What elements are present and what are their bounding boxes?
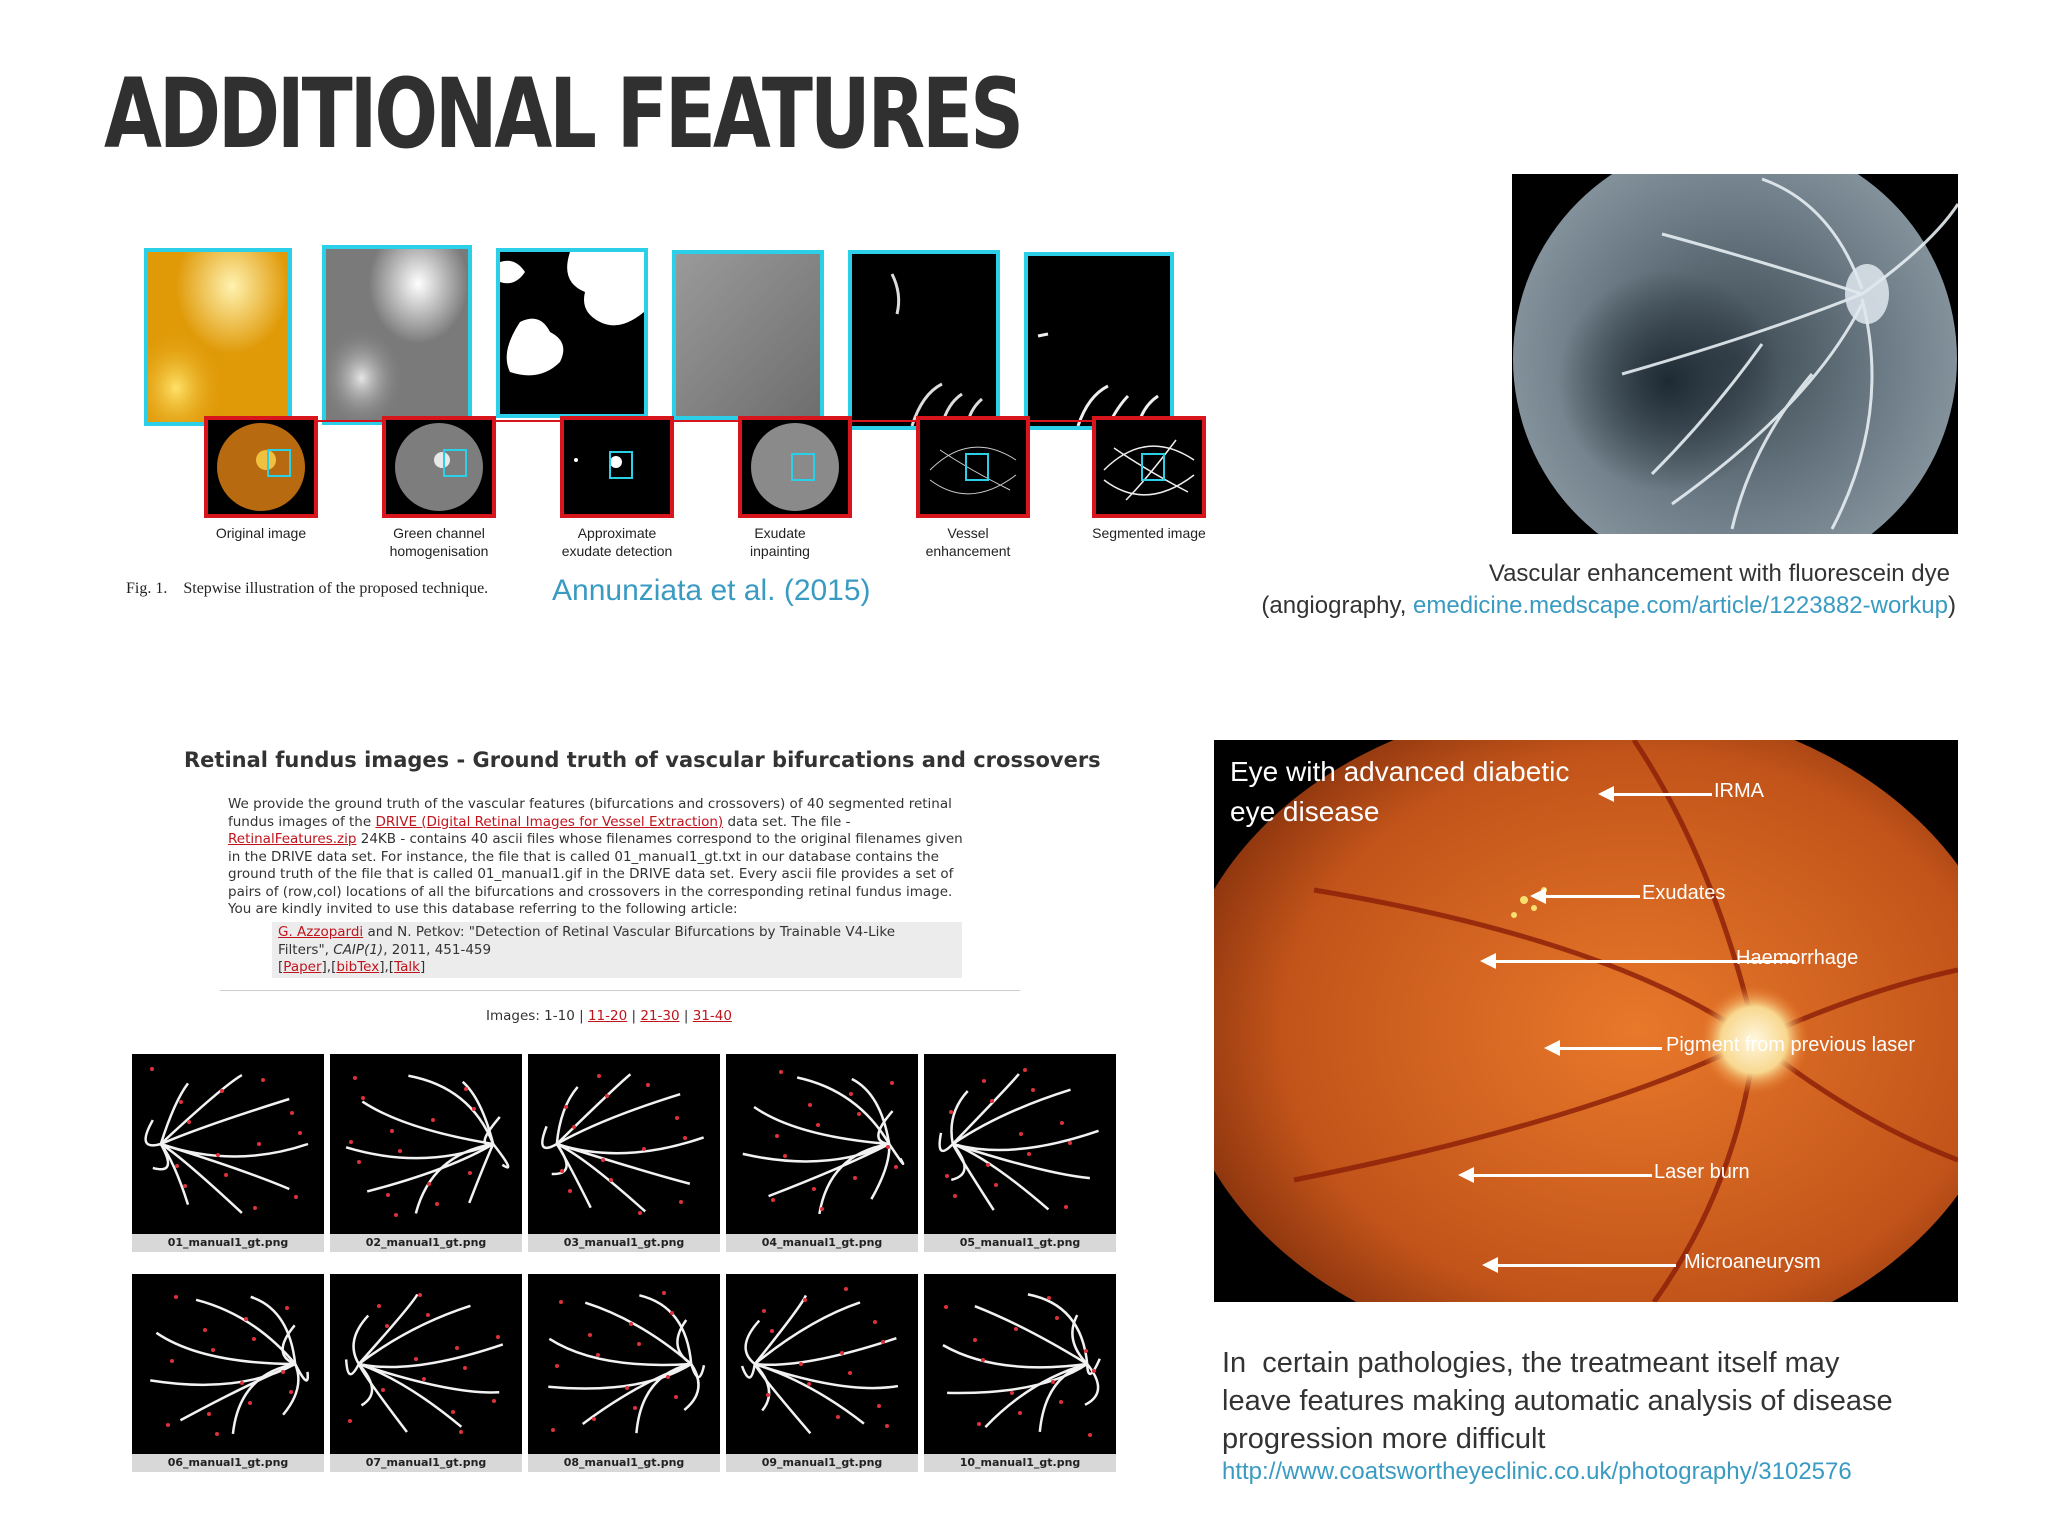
caption-suffix: ) [1948, 592, 1956, 619]
ref-line: [Paper],[bibTex],[Talk] [278, 959, 426, 975]
arrow-exudates [1544, 895, 1640, 898]
step-label: Approximate exudate detection [561, 525, 673, 560]
fundus-original [204, 416, 318, 518]
thumbnail-label: 02_manual1_gt.png [330, 1234, 522, 1252]
talk-link[interactable]: Talk [394, 959, 420, 975]
text: Images: 1-10 | [486, 1008, 588, 1024]
drive-line: You are kindly invited to use this database referring to the following article: [228, 901, 738, 917]
crop-inpainting [672, 250, 824, 420]
pathology-line: In certain pathologies, the treatmeant itself may [1222, 1347, 1840, 1379]
text: CAIP(1) [333, 941, 384, 958]
vessel-thumbnail[interactable] [528, 1274, 720, 1472]
page-link-21-30[interactable]: 21-30 [640, 1008, 680, 1024]
vessel-thumbnail[interactable] [132, 1274, 324, 1472]
step-label: Exudate inpainting [750, 525, 810, 560]
ref-line [278, 924, 956, 942]
text: Filters", [278, 941, 334, 958]
heading-line: Eye with advanced diabetic [1230, 756, 1570, 787]
slide-title: ADDITIONAL FEATURES [104, 58, 1021, 170]
angiography-caption-line1: Vascular enhancement with fluorescein dye [1488, 560, 1950, 587]
heading-line: eye disease [1230, 796, 1380, 827]
drive-description [228, 796, 1028, 919]
drive-line: in the DRIVE data set. For instance, the file that is called 01_manual1_gt.txt in our database contains the [228, 848, 939, 865]
arrow-microaneurysm [1496, 1264, 1676, 1267]
thumbnail-label: 06_manual1_gt.png [132, 1454, 324, 1472]
thumbnail-label: 08_manual1_gt.png [528, 1454, 720, 1472]
label-exudates: Exudates [1642, 882, 1726, 904]
drive-line: pairs of (row,col) locations of all the bifurcations and crossovers in the corresponding retinal fundus image. [228, 883, 953, 900]
step-label: Segmented image [1092, 525, 1206, 541]
text: data set. The file - [723, 813, 851, 830]
figure-caption: Fig. 1. Stepwise illustration of the proposed technique. [126, 580, 489, 597]
author-link[interactable]: G. Azzopardi [278, 924, 364, 940]
page-link-11-20[interactable]: 11-20 [587, 1008, 628, 1024]
drive-dataset-link[interactable]: DRIVE (Digital Retinal Images for Vessel Extraction) [375, 813, 724, 830]
pipeline-arrow-line [204, 420, 1204, 422]
diabetic-eye-image [1214, 740, 1958, 1302]
vessel-thumbnail[interactable] [132, 1054, 324, 1252]
page-link-31-40[interactable]: 31-40 [692, 1008, 732, 1024]
thumbnail-label: 07_manual1_gt.png [330, 1454, 522, 1472]
angiography-caption-line2 [1261, 592, 1956, 620]
step-label: Original image [215, 525, 307, 541]
vessel-thumbnail[interactable] [528, 1054, 720, 1252]
drive-line [228, 814, 1028, 832]
label-microaneurysm: Microaneurysm [1684, 1251, 1821, 1273]
label-irma: IRMA [1714, 780, 1764, 802]
crop-original [144, 248, 292, 426]
label-laser-burn: Laser burn [1654, 1161, 1750, 1183]
paper-link[interactable]: Paper [283, 959, 322, 975]
thumbnail-grid [132, 1054, 1112, 1474]
arrow-laser-burn [1472, 1174, 1652, 1177]
drive-line: We provide the ground truth of the vascular features (bifurcations and crossovers) of 40 segmented retinal [228, 796, 952, 812]
drive-line [228, 831, 1028, 849]
text: 24KB - contains 40 ascii files whose filenames correspond to the original filenames given [356, 831, 963, 847]
thumbnail-label: 04_manual1_gt.png [726, 1234, 918, 1252]
arrow-irma [1612, 793, 1712, 796]
vessel-thumbnail[interactable] [924, 1054, 1116, 1252]
pipeline-figure [120, 240, 1210, 560]
vessel-thumbnail[interactable] [330, 1274, 522, 1472]
text: and N. Petkov: "Detection of Retinal Vascular Bifurcations by Trainable V4-Like [363, 924, 896, 940]
diabetic-heading [1230, 752, 1569, 832]
bibtex-link[interactable]: bibTex [336, 959, 380, 975]
fundus-inpainted [738, 416, 852, 518]
divider [220, 990, 1020, 991]
ref-line [278, 942, 956, 960]
thumbnail-label: 03_manual1_gt.png [528, 1234, 720, 1252]
text: , 2011, 451-459 [383, 941, 492, 958]
pathology-line: progression more difficult [1222, 1423, 1546, 1455]
reference-box [272, 922, 962, 978]
crop-segmented [1024, 252, 1174, 430]
retinal-features-zip-link[interactable]: RetinalFeatures.zip [228, 831, 357, 847]
pathology-text [1222, 1344, 1893, 1458]
drive-title: Retinal fundus images - Ground truth of vascular bifurcations and crossovers [184, 748, 1101, 772]
arrow-pigment [1558, 1047, 1662, 1050]
image-pagination: Images: 1-10 | 11-20 | 21-30 | 31-40 [486, 1008, 732, 1024]
fundus-vessels [916, 416, 1030, 518]
vessel-thumbnail[interactable] [726, 1274, 918, 1472]
vessel-thumbnail[interactable] [330, 1054, 522, 1252]
vessel-thumbnail[interactable] [924, 1274, 1116, 1472]
crop-vessel-enhancement [848, 250, 1000, 430]
caption-prefix: (angiography, [1261, 592, 1414, 619]
crop-green-channel [322, 245, 472, 425]
label-haemorrhage: Haemorrhage [1736, 947, 1859, 969]
coatsworth-link[interactable]: http://www.coatswortheyeclinic.co.uk/photography/3102576 [1222, 1458, 1852, 1485]
vessel-thumbnail[interactable] [726, 1054, 918, 1252]
thumbnail-label: 05_manual1_gt.png [924, 1234, 1116, 1252]
thumbnail-label: 01_manual1_gt.png [132, 1234, 324, 1252]
fundus-green [382, 416, 496, 518]
fundus-segmented [1092, 416, 1206, 518]
crop-exudate-mask [496, 248, 648, 418]
step-label: Vessel enhancement [925, 525, 1011, 560]
medscape-link[interactable]: emedicine.medscape.com/article/1223882-workup [1413, 592, 1948, 619]
label-pigment: Pigment from previous laser [1666, 1034, 1915, 1056]
citation-link[interactable]: Annunziata et al. (2015) [552, 574, 871, 607]
angiography-image [1512, 174, 1958, 534]
text: fundus images of the [228, 813, 376, 830]
thumbnail-label: 10_manual1_gt.png [924, 1454, 1116, 1472]
step-label: Green channel homogenisation [389, 525, 489, 560]
drive-line: ground truth of the file that is called 01_manual1.gif in the DRIVE data set. Every ascii file provides a set of [228, 866, 954, 882]
fundus-mask [560, 416, 674, 518]
pathology-line: leave features making automatic analysis of disease [1222, 1385, 1893, 1417]
thumbnail-label: 09_manual1_gt.png [726, 1454, 918, 1472]
